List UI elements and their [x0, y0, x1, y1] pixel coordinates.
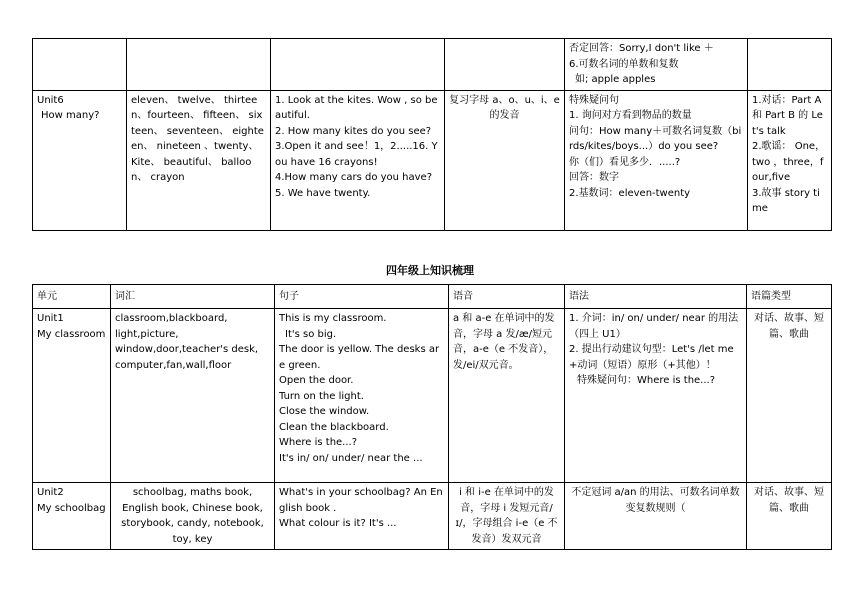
unit-cell — [33, 309, 111, 483]
phonics-text: i 和 i-e 在单词中的发音，字母 i 发短元音/ɪ/，字母组合 i-e（e 不发音）发双元音 — [455, 487, 558, 545]
vocab-cell — [111, 483, 275, 550]
unit-number: Unit6 — [37, 94, 64, 106]
vocab-line: light,picture, — [115, 328, 179, 340]
unit-title: My schoolbag — [37, 502, 106, 514]
types-text: 对话、故事、短篇、歌曲 — [754, 487, 824, 514]
sentences-cell — [271, 90, 445, 230]
header-vocab: 词汇 — [111, 285, 275, 309]
header-phonics: 语音 — [449, 285, 565, 309]
sentence-line: 5. We have twenty. — [275, 187, 371, 199]
vocab-cell — [127, 90, 271, 230]
table-grade4 — [32, 284, 832, 550]
grammar-cell — [565, 39, 748, 91]
cell-empty — [445, 39, 565, 91]
sentence-line: Turn on the light. — [279, 390, 364, 402]
text-line: 否定回答：Sorry,I don't like ＋ — [569, 43, 714, 54]
grammar-line: 回答：数字 — [569, 172, 619, 183]
sentence-line: 1. Look at the kites. Wow , so beautiful. — [275, 94, 438, 121]
grammar-text: 不定冠词 a/an 的用法、可数名词单数变复数规则（ — [571, 487, 740, 514]
phonics-cell — [449, 483, 565, 550]
types-line: 2.歌谣： One，two ，three，four,five — [752, 141, 826, 183]
section-title: 四年级上知识梳理 — [386, 264, 474, 277]
unit-cell — [33, 90, 127, 230]
vocab-line: window,door,teacher's desk, — [115, 344, 259, 355]
unit-cell — [33, 483, 111, 550]
header-row — [33, 285, 832, 309]
sentence-line: Close the window. — [279, 406, 370, 417]
sentence-line: 3.Open it and see！1，2.....16. You have 16 crayons! — [275, 141, 438, 168]
sentence-line: What's in your schoolbag? An English book . — [279, 487, 443, 514]
sentence-line: The door is yellow. The desks are green. — [279, 344, 440, 371]
sentence-line: What colour is it? It's ... — [279, 518, 397, 529]
unit-number: Unit1 — [37, 313, 64, 324]
text-line: 如; apple apples — [575, 74, 656, 85]
header-types: 语篇类型 — [747, 285, 832, 309]
table-row — [33, 90, 832, 230]
phonics-cell — [445, 90, 565, 230]
vocab-line: toy, key — [172, 533, 213, 545]
phonics-text: a 和 a-e 在单词中的发音，字母 a 发/æ/短元音，a-e（e 不发音），发/ei/双元音。 — [453, 313, 555, 371]
table-row — [33, 309, 832, 483]
cell-empty — [127, 39, 271, 91]
grammar-line: 特殊疑问句 — [569, 94, 619, 106]
sentence-line: 4.How many cars do you have? — [275, 172, 433, 183]
sentence-line: Where is the...? — [279, 437, 358, 448]
sentence-line: This is my classroom. — [279, 313, 387, 324]
cell-empty — [748, 39, 832, 91]
grammar-line: 特殊疑问句：Where is the...? — [577, 375, 716, 386]
vocab-text: eleven、 twelve、 thirteen、fourteen、 fifteen、 sixteen、 seventeen、 eighteen、 nineteen 、twenty、 Kite、 beautiful、 balloon、 crayon — [131, 94, 264, 183]
vocab-line: schoolbag, maths book, — [132, 487, 253, 498]
unit-title: How many? — [41, 110, 100, 121]
sentence-line: It's so big. — [285, 328, 337, 340]
types-line: 1.对话：Part A 和 Part B 的 Let's talk — [752, 94, 823, 137]
grammar-line: 2. 提出行动建议句型：Let's /let me+动词（短语）原形（+其他）！ — [569, 344, 734, 371]
phonics-text: 复习字母 a、o、u、i、e 的发音 — [449, 94, 560, 121]
sentence-line: Open the door. — [279, 375, 354, 386]
grammar-line: 1. 询问对方看到物品的数量 — [569, 110, 692, 121]
unit-number: Unit2 — [37, 487, 64, 498]
header-unit: 单元 — [33, 285, 111, 309]
vocab-line: English book, Chinese book, — [122, 502, 263, 514]
vocab-line: storybook, candy, notebook, — [121, 518, 264, 529]
header-grammar: 语法 — [565, 285, 747, 309]
sentences-cell — [275, 483, 449, 550]
sentence-line: 2. How many kites do you see? — [275, 125, 432, 137]
header-sentences: 句子 — [275, 285, 449, 309]
sentence-line: It's in/ on/ under/ near the ... — [279, 452, 423, 464]
types-cell — [748, 90, 832, 230]
types-cell — [747, 483, 832, 550]
phonics-cell — [449, 309, 565, 483]
table-row — [33, 483, 832, 550]
vocab-line: computer,fan,wall,floor — [115, 359, 232, 371]
table-row — [33, 39, 832, 91]
types-text: 对话、故事、短篇、歌曲 — [754, 313, 824, 340]
grammar-line: 你（们）看见多少．.....? — [569, 156, 681, 168]
grammar-cell — [565, 90, 748, 230]
cell-empty — [271, 39, 445, 91]
types-cell — [747, 309, 832, 483]
vocab-line: classroom,blackboard, — [115, 313, 228, 324]
text-line: 6.可数名词的单数和复数 — [569, 58, 679, 70]
types-line: 3.故事 story time — [752, 187, 820, 214]
grammar-line: 2.基数词：eleven-twenty — [569, 187, 691, 199]
cell-empty — [33, 39, 127, 91]
grammar-line: 问句：How many＋可数名词复数（birds/kites/boys...）do you see? — [569, 125, 742, 152]
table-grade3 — [32, 38, 832, 231]
grammar-line: 1. 介词：in/ on/ under/ near 的用法（四上 U1） — [569, 313, 739, 340]
unit-title: My classroom — [37, 328, 106, 340]
sentences-cell — [275, 309, 449, 483]
grammar-cell — [565, 483, 747, 550]
grammar-cell — [565, 309, 747, 483]
vocab-cell — [111, 309, 275, 483]
sentence-line: Clean the blackboard. — [279, 421, 389, 433]
